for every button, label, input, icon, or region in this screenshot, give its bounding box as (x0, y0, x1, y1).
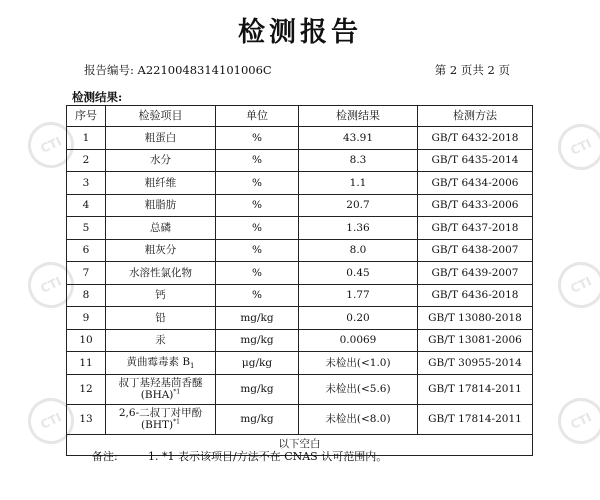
cell-method: GB/T 13081-2006 (418, 329, 533, 352)
cell-result: 未检出(<8.0) (299, 404, 418, 434)
cell-unit: % (216, 172, 299, 195)
cell-method: GB/T 30955-2014 (418, 352, 533, 375)
remarks (92, 448, 388, 464)
watermark-seal: CTI (550, 390, 600, 451)
table-row (67, 217, 533, 240)
results-label: 检测结果: (72, 90, 123, 104)
cell-method: GB/T 6439-2007 (418, 262, 533, 285)
item-name-line2: (BHT) (141, 419, 174, 431)
cell-result: 8.0 (299, 239, 418, 262)
cell-result: 20.7 (299, 194, 418, 217)
cell-item: 汞 (106, 329, 216, 352)
report-number-value: A2210048314101006C (137, 63, 272, 77)
cell-item: 粗脂肪 (106, 194, 216, 217)
cell-unit: % (216, 239, 299, 262)
report-title: 检测报告 (238, 17, 362, 48)
report-number-label: 报告编号: (84, 63, 134, 77)
cell-result: 0.0069 (299, 329, 418, 352)
table-header-row (67, 106, 533, 127)
cell-no: 2 (67, 149, 106, 172)
header-no: 序号 (67, 106, 106, 127)
cell-unit: mg/kg (216, 374, 299, 404)
cell-item: 水分 (106, 149, 216, 172)
watermark-seal: CTI (550, 254, 600, 315)
table-row (67, 374, 533, 404)
header-result: 检测结果 (299, 106, 418, 127)
end-note: 以下空白 (67, 434, 533, 455)
cell-method: GB/T 17814-2011 (418, 404, 533, 434)
table-row (67, 127, 533, 150)
header-item: 检验项目 (106, 106, 216, 127)
item-name: 2,6-二叔丁对甲酚 (118, 406, 203, 419)
cell-no: 9 (67, 307, 106, 330)
cell-item (106, 404, 216, 434)
header-method: 检测方法 (418, 106, 533, 127)
cell-item: 钙 (106, 284, 216, 307)
remarks-text: 1. *1 表示该项目/方法不在 CNAS 认可范围内。 (148, 450, 388, 463)
cell-method: GB/T 6435-2014 (418, 149, 533, 172)
item-name-line2: (BHA) (140, 389, 174, 401)
table-row (67, 404, 533, 434)
table-row (67, 284, 533, 307)
cell-method: GB/T 6434-2006 (418, 172, 533, 195)
cell-item: 粗纤维 (106, 172, 216, 195)
results-table (66, 105, 533, 456)
cell-no: 10 (67, 329, 106, 352)
cell-result: 0.45 (299, 262, 418, 285)
cell-no: 8 (67, 284, 106, 307)
cell-unit: mg/kg (216, 329, 299, 352)
cell-result: 未检出(<1.0) (299, 352, 418, 375)
item-name: 黄曲霉毒素 B (126, 355, 191, 368)
cell-no: 3 (67, 172, 106, 195)
cell-result: 8.3 (299, 149, 418, 172)
cell-item (106, 374, 216, 404)
item-footnote-mark: *1 (173, 418, 180, 426)
table-row (67, 149, 533, 172)
cell-method: GB/T 17814-2011 (418, 374, 533, 404)
cell-no: 4 (67, 194, 106, 217)
cell-unit: μg/kg (216, 352, 299, 375)
cell-method: GB/T 6438-2007 (418, 239, 533, 262)
cell-method: GB/T 13080-2018 (418, 307, 533, 330)
cell-item: 总磷 (106, 217, 216, 240)
cell-unit: mg/kg (216, 307, 299, 330)
cell-unit: % (216, 217, 299, 240)
cell-item: 粗蛋白 (106, 127, 216, 150)
cell-unit: % (216, 127, 299, 150)
item-footnote-mark: *1 (173, 388, 181, 396)
table-row (67, 239, 533, 262)
table-row (67, 307, 533, 330)
item-subscript: 1 (190, 361, 195, 370)
cell-no: 1 (67, 127, 106, 150)
remarks-label: 备注: (92, 450, 118, 463)
item-name: 叔丁基羟基茴香醚 (118, 376, 203, 389)
cell-no: 6 (67, 239, 106, 262)
cell-unit: % (216, 262, 299, 285)
header-unit: 单位 (216, 106, 299, 127)
cell-result: 0.20 (299, 307, 418, 330)
report-number (84, 62, 272, 78)
watermark-seal: CTI (550, 116, 600, 177)
table-row (67, 194, 533, 217)
cell-item: 水溶性氯化物 (106, 262, 216, 285)
cell-result: 43.91 (299, 127, 418, 150)
cell-unit: % (216, 194, 299, 217)
page-info: 第 2 页共 2 页 (434, 63, 510, 77)
cell-method: GB/T 6436-2018 (418, 284, 533, 307)
cell-no: 7 (67, 262, 106, 285)
cell-method: GB/T 6437-2018 (418, 217, 533, 240)
table-row (67, 172, 533, 195)
watermark-seal: CTI (20, 254, 81, 315)
watermark-seal: CTI (20, 390, 81, 451)
cell-result: 1.1 (299, 172, 418, 195)
cell-result: 1.77 (299, 284, 418, 307)
cell-unit: mg/kg (216, 404, 299, 434)
cell-no: 11 (67, 352, 106, 375)
cell-item: 粗灰分 (106, 239, 216, 262)
cell-method: GB/T 6432-2018 (418, 127, 533, 150)
table-row (67, 262, 533, 285)
cell-item: 铅 (106, 307, 216, 330)
cell-no: 5 (67, 217, 106, 240)
cell-no: 13 (67, 404, 106, 434)
table-row (67, 329, 533, 352)
cell-unit: % (216, 149, 299, 172)
cell-item (106, 352, 216, 375)
watermark-seal: CTI (20, 114, 81, 175)
cell-unit: % (216, 284, 299, 307)
cell-method: GB/T 6433-2006 (418, 194, 533, 217)
cell-result: 1.36 (299, 217, 418, 240)
table-row (67, 352, 533, 375)
cell-no: 12 (67, 374, 106, 404)
cell-result: 未检出(<5.6) (299, 374, 418, 404)
